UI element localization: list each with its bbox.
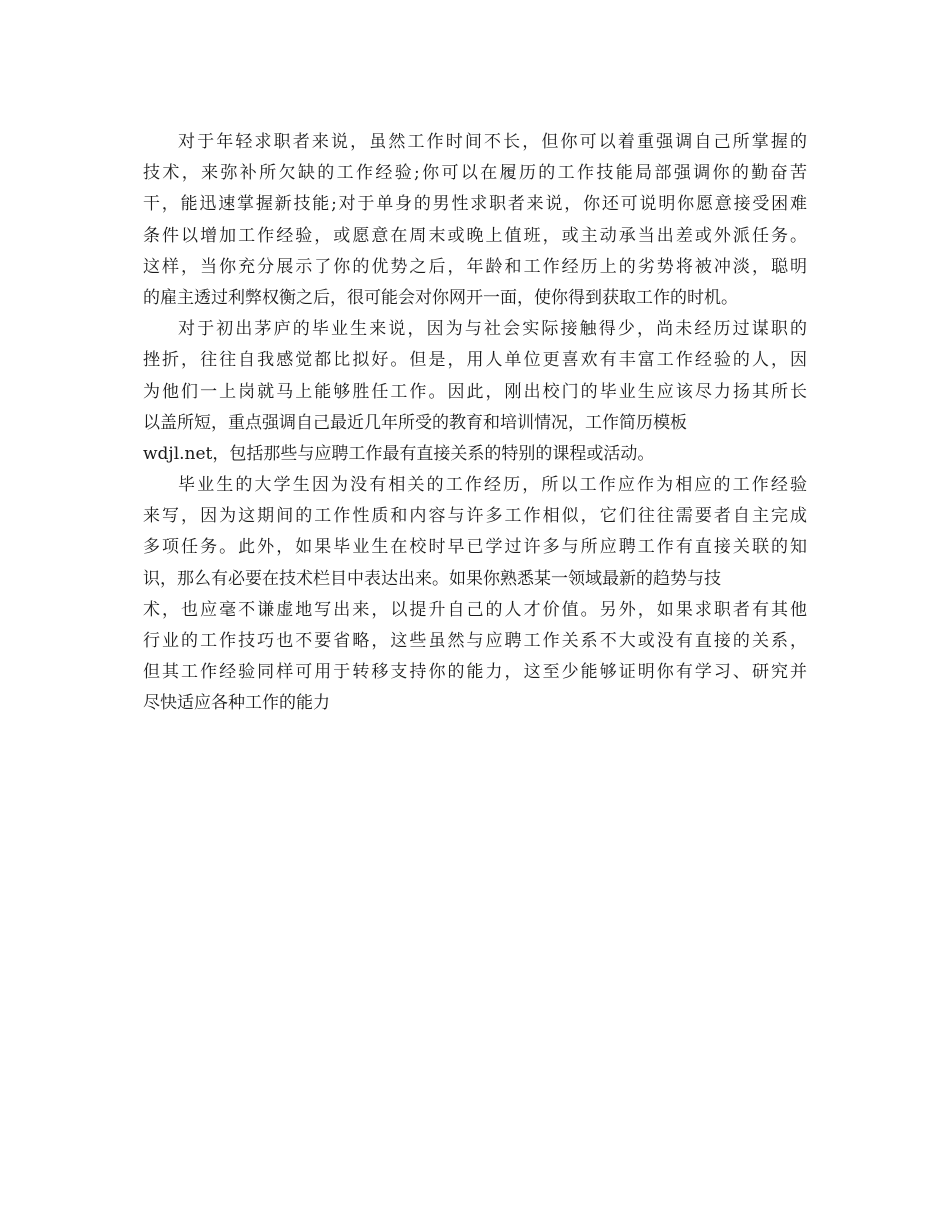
text-line: 以盖所短，重点强调自己最近几年所受的教育和培训情况，工作简历模板 <box>143 412 687 433</box>
text-line: 行业的工作技巧也不要省略，这些虽然与应聘工作关系不大或没有直接的关系， <box>143 631 807 651</box>
text-line: 干，能迅速掌握新技能;对于单身的男性求职者来说，你还可说明你愿意接受困难 <box>143 194 807 215</box>
text-line: 条件以增加工作经验，或愿意在周末或晚上值班，或主动承当出差或外派任务。 <box>143 225 807 246</box>
text-line: 对于年轻求职者来说，虽然工作时间不长，但你可以着重强调自己所掌握的 <box>178 132 807 152</box>
text-line: 对于初出茅庐的毕业生来说，因为与社会实际接触得少，尚未经历过谋职的 <box>178 319 807 340</box>
text-line: 尽快适应各种工作的能力 <box>143 693 330 714</box>
document-body <box>143 127 807 720</box>
text-line: 术，也应毫不谦虚地写出来，以提升自己的人才价值。另外，如果求职者有其他 <box>143 599 807 620</box>
text-line: 毕业生的大学生因为没有相关的工作经历，所以工作应作为相应的工作经验 <box>178 475 807 496</box>
text-line: 识，那么有必要在技术栏目中表达出来。如果你熟悉某一领域最新的趋势与技 <box>143 568 721 589</box>
text-line: 挫折，往往自我感觉都比拟好。但是，用人单位更喜欢有丰富工作经验的人，因 <box>143 350 807 371</box>
paragraph-3 <box>143 470 807 720</box>
paragraph-2 <box>143 314 807 470</box>
text-line: 为他们一上岗就马上能够胜任工作。因此，刚出校门的毕业生应该尽力扬其所长 <box>143 381 807 402</box>
text-line: 多项任务。此外，如果毕业生在校时早已学过许多与所应聘工作有直接关联的知 <box>143 537 807 558</box>
text-line: 这样，当你充分展示了你的优势之后，年龄和工作经历上的劣势将被冲淡，聪明 <box>143 256 807 277</box>
text-line: wdjl.net，包括那些与应聘工作最有直接关系的特别的课程或活动。 <box>143 443 655 464</box>
text-line: 来写，因为这期间的工作性质和内容与许多工作相似，它们往往需要者自主完成 <box>143 506 807 527</box>
text-line: 但其工作经验同样可用于转移支持你的能力，这至少能够证明你有学习、研究并 <box>143 662 807 683</box>
paragraph-1 <box>143 127 807 314</box>
text-line: 技术，来弥补所欠缺的工作经验;你可以在履历的工作技能局部强调你的勤奋苦 <box>143 163 807 184</box>
text-line: 的雇主透过利弊权衡之后，很可能会对你网开一面，使你得到获取工作的时机。 <box>143 287 738 308</box>
